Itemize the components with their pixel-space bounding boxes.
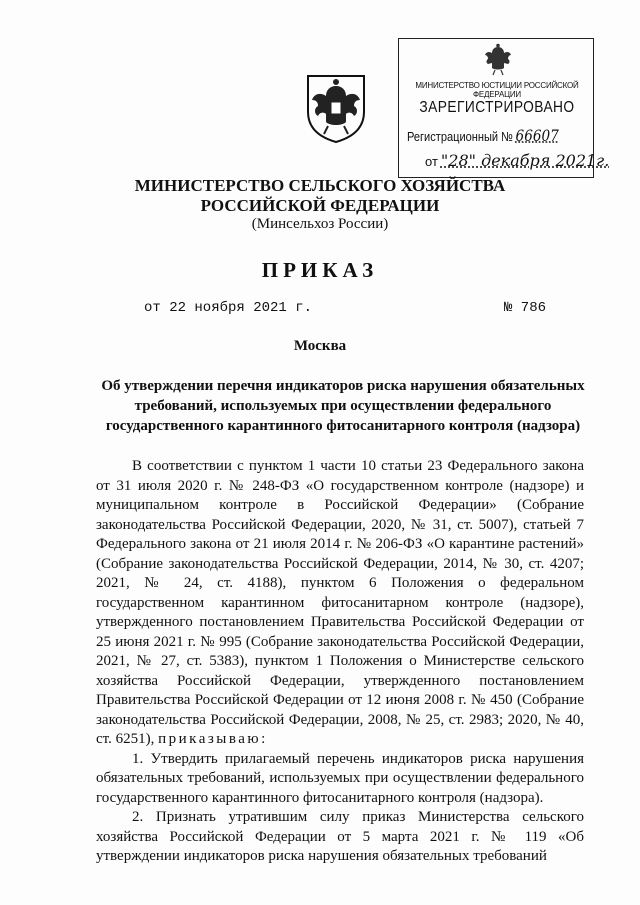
ministry-name-line2: РОССИЙСКОЙ ФЕДЕРАЦИИ [200, 196, 440, 215]
stamp-date-value: "28" декабря 2021г. [440, 151, 610, 170]
preamble-text: В соответствии с пунктом 1 части 10 статьи 23 Федерального закона от 31 июля 2020 г. № 248-ФЗ «О государственном контроле (надзоре) и муниципальном контроле в Российской Федерации» (Собрание законодательства Российской Федерации, 2020, № 31, ст. 5007), статьей 7 Федерального закона от 21 июля 2014 г. № 206-ФЗ «О карантине растений» (Собрание законодательства Российской Федерации, 2014, № 30, ст. 4207; 2021, № 24, ст. 4188), пунктом 6 Положения о федеральном государственном карантинном фитосанитарном контроле (надзоре), утвержденного постановлением Правительства Российской Федерации от 25 июня 2021 г. № 995 (Собрание законодательства Российской Федерации, 2021, № 27, ст. 5383), пунктом 1 Положения о Министерстве сельского хозяйства Российской Федерации, утвержденного постановлением Правительства Российской Федерации от 12 июня 2008 г. № 450 (Собрание законодательства Российской Федерации, 2008, № 25, ст. 2983; 2020, № 40, ст. 6251), [96, 458, 584, 747]
order-date: от 22 ноября 2021 г. [144, 300, 313, 316]
document-title: Об утверждении перечня индикаторов риска нарушения обязательных требований, используемых при осуществлении федерального государственного карантинного фитосанитарного контроля (надзора) [101, 378, 585, 434]
document-body [96, 457, 584, 867]
order-heading: ПРИКАЗ [261, 258, 379, 282]
order-number: № 786 [504, 300, 547, 316]
paragraph-item-1: 1. Утвердить прилагаемый перечень индикаторов риска нарушения обязательных требований, используемых при осуществлении федерального государственного карантинного фитосанитарного контроля (надзора). [96, 750, 584, 806]
stamp-registration-number [407, 126, 565, 145]
order-directive: приказываю: [158, 731, 268, 747]
stamp-emblem-icon [483, 43, 513, 77]
city-label: Москва [293, 338, 347, 354]
stamp-date-label: от [425, 154, 438, 169]
paragraph-preamble [96, 457, 584, 750]
stamp-date [425, 151, 610, 170]
ministry-name-line1: МИНИСТЕРСТВО СЕЛЬСКОГО ХОЗЯЙСТВА [134, 176, 506, 195]
stamp-ministry-label: МИНИСТЕРСТВО ЮСТИЦИИ РОССИЙСКОЙ ФЕДЕРАЦИИ [415, 81, 579, 99]
registration-stamp [398, 38, 610, 178]
ministry-name [0, 176, 640, 216]
stamp-regnum-value: 66607 [515, 126, 559, 145]
stamp-registered-label: ЗАРЕГИСТРИРОВАНО [419, 99, 575, 116]
paragraph-item-2: 2. Признать утратившим силу приказ Министерства сельского хозяйства Российской Федерации от 5 марта 2021 г. № 119 «Об утверждении индикаторов риска нарушения обязательных требований [96, 809, 584, 864]
stamp-regnum-label: Регистрационный № [407, 129, 514, 144]
coat-of-arms-icon [300, 72, 372, 144]
ministry-short-name: (Минсельхоз России) [251, 216, 389, 232]
